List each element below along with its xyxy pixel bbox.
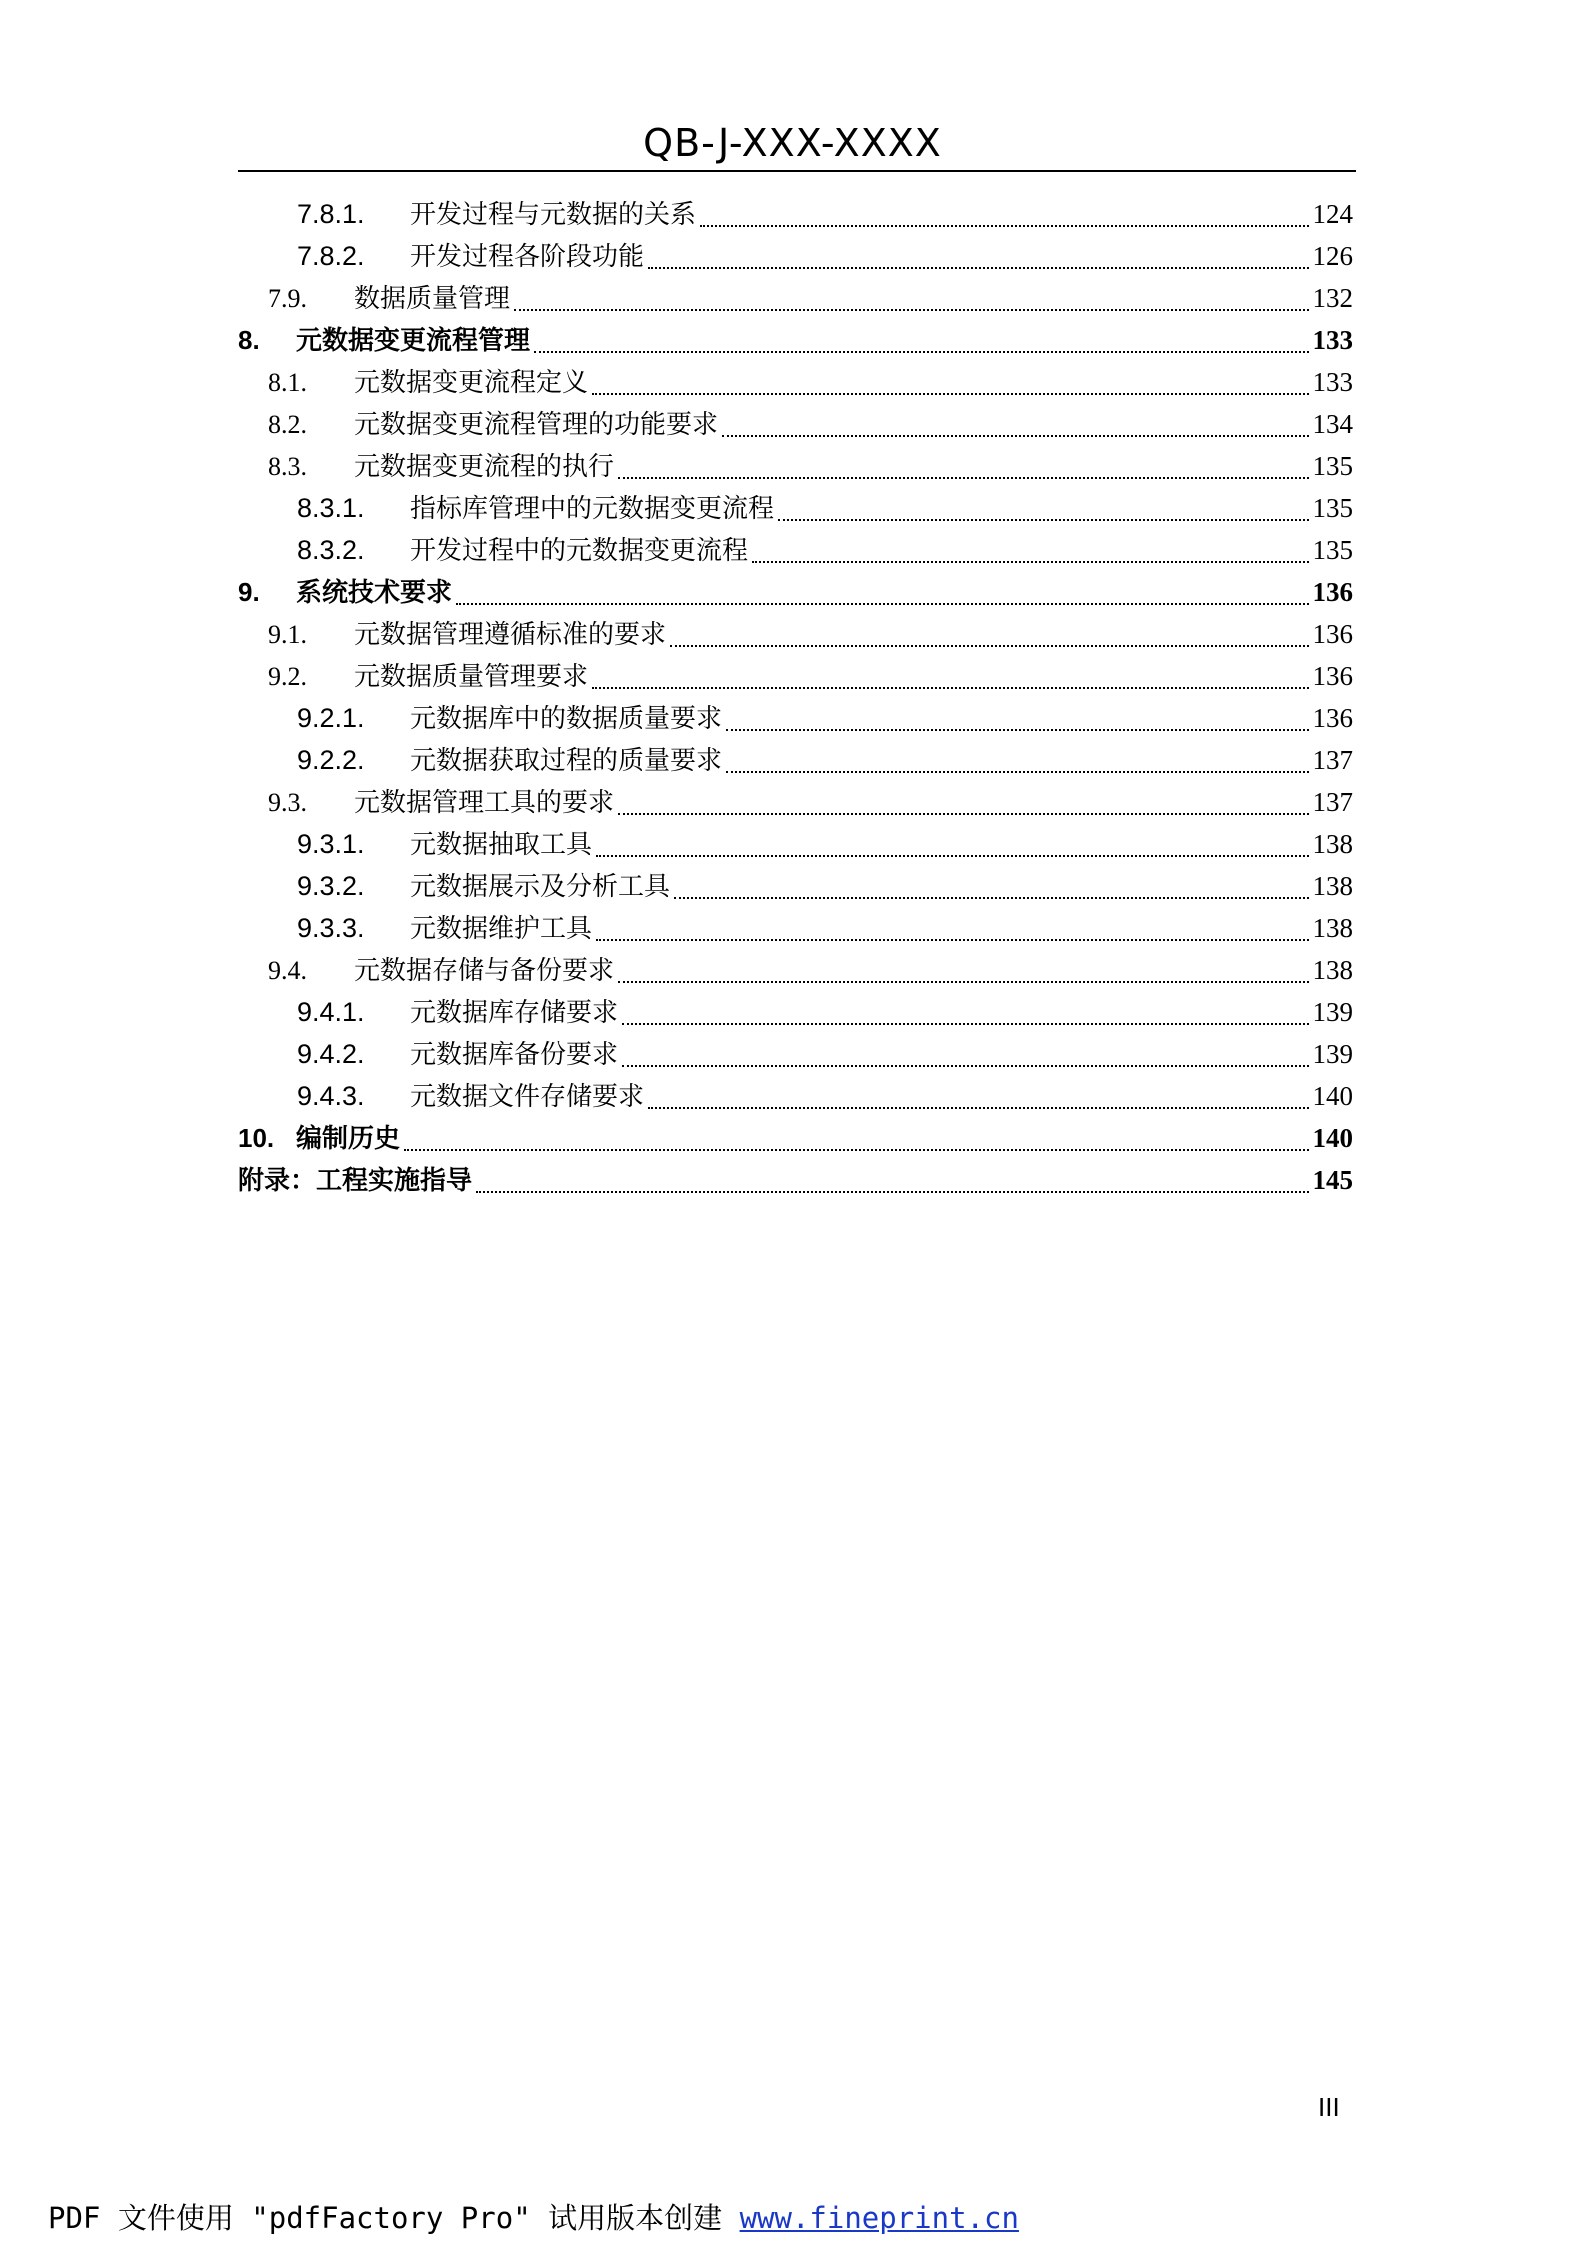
toc-entry-page: 124 (1312, 199, 1353, 229)
toc-entry-number: 9.3. (268, 788, 307, 817)
toc-entry-title: 元数据变更流程的执行 (354, 452, 615, 482)
toc-entry-title: 元数据获取过程的质量要求 (410, 746, 723, 776)
toc-entry-title: 系统技术要求 (296, 578, 453, 608)
toc-entry-number: 8. (238, 325, 260, 355)
toc-entry-page: 126 (1312, 241, 1353, 271)
toc-dot-leader (596, 939, 1308, 941)
toc-entry-title: 元数据库中的数据质量要求 (410, 704, 723, 734)
toc-entry[interactable] (238, 950, 1353, 992)
toc-entry[interactable] (238, 1160, 1353, 1202)
toc-entry-page: 137 (1312, 787, 1353, 817)
toc-entry-number: 9.2.1. (297, 703, 365, 733)
toc-entry[interactable] (238, 530, 1353, 572)
toc-dot-leader (622, 1065, 1308, 1067)
toc-entry-title: 元数据变更流程管理的功能要求 (354, 410, 719, 440)
toc-entry[interactable] (238, 614, 1353, 656)
toc-entry[interactable] (238, 740, 1353, 782)
toc-dot-leader (722, 435, 1308, 437)
toc-entry-number: 9.3.3. (297, 913, 365, 943)
toc-entry-number: 8.3. (268, 452, 307, 481)
toc-dot-leader (476, 1191, 1308, 1193)
toc-entry-number: 7.8.1. (297, 199, 365, 229)
toc-entry-page: 135 (1312, 493, 1353, 523)
toc-dot-leader (648, 267, 1308, 269)
toc-dot-leader (592, 393, 1308, 395)
toc-entry-page: 139 (1312, 1039, 1353, 1069)
toc-entry-number: 9.4. (268, 956, 307, 985)
toc-dot-leader (534, 351, 1308, 353)
toc-entry-page: 139 (1312, 997, 1353, 1027)
toc-entry-page: 138 (1312, 913, 1353, 943)
toc-dot-leader (618, 981, 1308, 983)
toc-entry[interactable] (238, 782, 1353, 824)
toc-entry-title: 元数据文件存储要求 (410, 1082, 645, 1112)
toc-entry-number: 8.2. (268, 410, 307, 439)
toc-entry-title: 元数据抽取工具 (410, 830, 593, 860)
toc-entry-title: 元数据质量管理要求 (354, 662, 589, 692)
toc-entry-page: 140 (1312, 1081, 1353, 1111)
toc-entry-page: 135 (1312, 535, 1353, 565)
toc-entry-number: 9. (238, 577, 260, 607)
toc-entry-title: 元数据库存储要求 (410, 998, 619, 1028)
toc-dot-leader (670, 645, 1308, 647)
toc-entry-title: 开发过程中的元数据变更流程 (410, 536, 749, 566)
toc-entry[interactable] (238, 866, 1353, 908)
toc-entry-number: 9.4.3. (297, 1081, 365, 1111)
toc-entry-title: 开发过程与元数据的关系 (410, 200, 697, 230)
toc-entry[interactable] (238, 446, 1353, 488)
toc-entry-page: 138 (1312, 871, 1353, 901)
toc-entry-number: 9.2.2. (297, 745, 365, 775)
toc-entry-number: 9.3.1. (297, 829, 365, 859)
toc-entry-title: 元数据管理工具的要求 (354, 788, 615, 818)
toc-entry-number: 8.3.1. (297, 493, 365, 523)
toc-entry-number: 7.8.2. (297, 241, 365, 271)
toc-entry[interactable] (238, 1118, 1353, 1160)
toc-entry[interactable] (238, 320, 1353, 362)
toc-entry-number: 10. (238, 1123, 275, 1153)
table-of-contents (238, 194, 1353, 1202)
toc-dot-leader (592, 687, 1308, 689)
toc-entry-page: 136 (1312, 577, 1353, 607)
toc-dot-leader (404, 1149, 1308, 1151)
toc-entry-number: 9.3.2. (297, 871, 365, 901)
toc-entry[interactable] (238, 488, 1353, 530)
toc-entry-title: 指标库管理中的元数据变更流程 (410, 494, 775, 524)
toc-entry[interactable] (238, 236, 1353, 278)
toc-entry-page: 140 (1312, 1123, 1353, 1153)
toc-entry-title: 数据质量管理 (354, 284, 511, 314)
toc-entry[interactable] (238, 194, 1353, 236)
toc-entry-number: 8.1. (268, 368, 307, 397)
toc-entry-page: 136 (1312, 619, 1353, 649)
toc-entry-title: 元数据变更流程定义 (354, 368, 589, 398)
toc-entry-title: 元数据展示及分析工具 (410, 872, 671, 902)
toc-entry-page: 133 (1312, 325, 1353, 355)
toc-entry-page: 134 (1312, 409, 1353, 439)
toc-entry[interactable] (238, 1034, 1353, 1076)
page-number: III (1318, 2092, 1340, 2122)
toc-dot-leader (618, 813, 1308, 815)
toc-entry[interactable] (238, 992, 1353, 1034)
toc-dot-leader (648, 1107, 1308, 1109)
toc-entry[interactable] (238, 656, 1353, 698)
toc-entry-number: 9.4.2. (297, 1039, 365, 1069)
toc-dot-leader (700, 225, 1308, 227)
toc-entry-page: 132 (1312, 283, 1353, 313)
toc-dot-leader (596, 855, 1308, 857)
toc-entry-title: 编制历史 (296, 1124, 401, 1154)
toc-entry-title: 开发过程各阶段功能 (410, 242, 645, 272)
toc-entry-page: 135 (1312, 451, 1353, 481)
toc-entry[interactable] (238, 404, 1353, 446)
footer-text: PDF 文件使用 "pdfFactory Pro" 试用版本创建 (48, 2201, 740, 2235)
toc-dot-leader (514, 309, 1308, 311)
toc-entry[interactable] (238, 362, 1353, 404)
toc-entry[interactable] (238, 824, 1353, 866)
toc-entry-number: 9.2. (268, 662, 307, 691)
toc-entry-title: 元数据管理遵循标准的要求 (354, 620, 667, 650)
toc-entry-page: 136 (1312, 661, 1353, 691)
toc-entry-page: 137 (1312, 745, 1353, 775)
toc-entry-number: 7.9. (268, 284, 307, 313)
footer-link[interactable]: www.fineprint.cn (739, 2201, 1019, 2235)
toc-entry-page: 136 (1312, 703, 1353, 733)
toc-dot-leader (674, 897, 1308, 899)
toc-entry-title: 附录：工程实施指导 (238, 1166, 473, 1196)
toc-entry[interactable] (238, 572, 1353, 614)
toc-entry-page: 138 (1312, 955, 1353, 985)
toc-entry[interactable] (238, 278, 1353, 320)
toc-entry-title: 元数据维护工具 (410, 914, 593, 944)
pdf-footer (48, 2196, 1019, 2237)
toc-entry-page: 138 (1312, 829, 1353, 859)
toc-entry[interactable] (238, 1076, 1353, 1118)
toc-dot-leader (726, 771, 1308, 773)
toc-entry[interactable] (238, 698, 1353, 740)
toc-entry-page: 145 (1312, 1165, 1353, 1195)
toc-entry-number: 9.1. (268, 620, 307, 649)
toc-dot-leader (752, 561, 1308, 563)
toc-dot-leader (456, 603, 1308, 605)
toc-dot-leader (618, 477, 1308, 479)
toc-entry[interactable] (238, 908, 1353, 950)
document-code-header: QB-J-XXX-XXXX (643, 121, 942, 165)
toc-entry-title: 元数据库备份要求 (410, 1040, 619, 1070)
toc-entry-title: 元数据变更流程管理 (296, 326, 531, 356)
toc-entry-title: 元数据存储与备份要求 (354, 956, 615, 986)
toc-entry-page: 133 (1312, 367, 1353, 397)
toc-dot-leader (778, 519, 1308, 521)
toc-entry-number: 9.4.1. (297, 997, 365, 1027)
header-divider (238, 170, 1356, 172)
toc-entry-number: 8.3.2. (297, 535, 365, 565)
toc-dot-leader (622, 1023, 1308, 1025)
toc-dot-leader (726, 729, 1308, 731)
